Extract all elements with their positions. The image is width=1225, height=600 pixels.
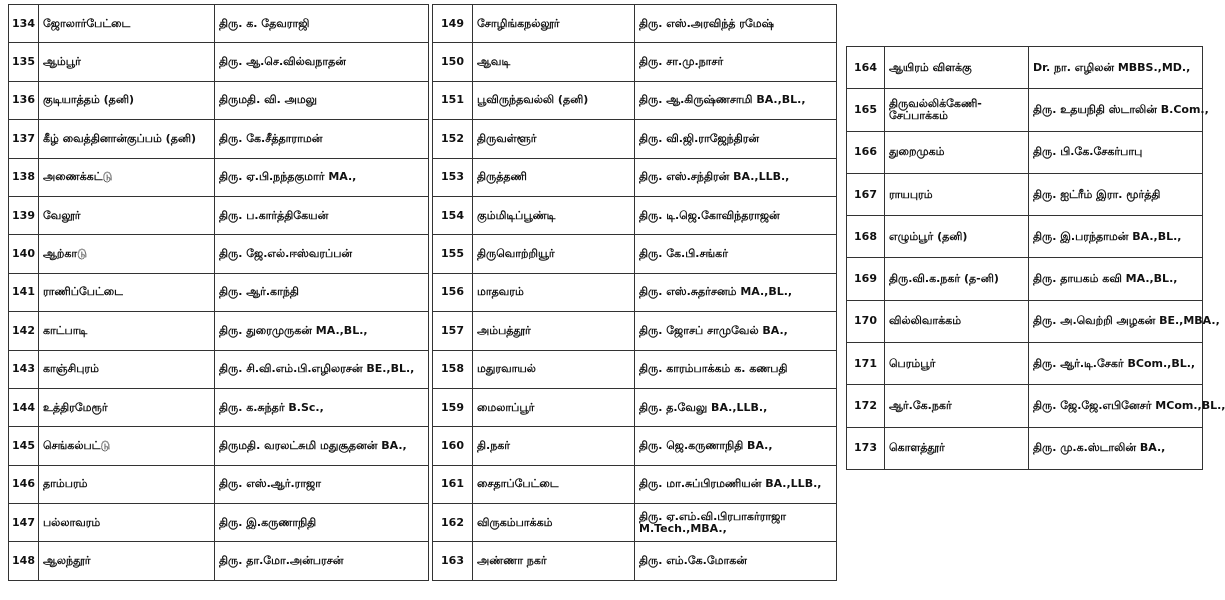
candidate-name: திரு. ஆ.கிருஷ்ணசாமி BA.,BL., — [635, 81, 837, 119]
constituency-number: 169 — [847, 258, 885, 300]
constituency-name: ஆவடி — [473, 43, 635, 81]
table-row — [9, 465, 429, 503]
constituency-number: 155 — [433, 235, 473, 273]
constituency-name: பூவிருந்தவல்லி (தனி) — [473, 81, 635, 119]
candidate-name: திரு. எம்.கே.மோகன் — [635, 542, 837, 580]
constituency-number: 150 — [433, 43, 473, 81]
constituency-name: கும்மிடிப்பூண்டி — [473, 196, 635, 234]
table-row — [9, 273, 429, 311]
table-row — [847, 258, 1203, 300]
candidate-name: திரு. எஸ்.சந்திரன் BA.,LLB., — [635, 158, 837, 196]
candidate-table-3 — [846, 46, 1225, 470]
candidate-name: திரு. சி.வி.எம்.பி.எழிலரசன் BE.,BL., — [215, 350, 429, 388]
candidate-name: திரு. ஆ.செ.வில்வநாதன் — [215, 43, 429, 81]
candidate-name: திரு. க.சுந்தர் B.Sc., — [215, 388, 429, 426]
constituency-number: 157 — [433, 312, 473, 350]
table-row — [433, 388, 837, 426]
constituency-number: 138 — [9, 158, 39, 196]
table-row — [9, 120, 429, 158]
candidate-name: திரு. வி.ஜி.ராஜேந்திரன் — [635, 120, 837, 158]
constituency-number: 156 — [433, 273, 473, 311]
table-row — [847, 216, 1203, 258]
table-row — [847, 47, 1203, 89]
constituency-number: 135 — [9, 43, 39, 81]
constituency-number: 161 — [433, 465, 473, 503]
constituency-name: ஆயிரம் விளக்கு — [885, 47, 1029, 89]
candidate-name: திருமதி. வரலட்சுமி மதுசூதனன் BA., — [215, 427, 429, 465]
constituency-number: 159 — [433, 388, 473, 426]
table-row — [433, 350, 837, 388]
constituency-name: தாம்பரம் — [39, 465, 215, 503]
constituency-number: 160 — [433, 427, 473, 465]
table-row — [847, 343, 1203, 385]
constituency-number: 163 — [433, 542, 473, 580]
table-row — [847, 89, 1203, 131]
candidate-table-1 — [8, 4, 429, 581]
table-row — [433, 504, 837, 542]
constituency-number: 146 — [9, 465, 39, 503]
constituency-number: 143 — [9, 350, 39, 388]
candidate-name: திரு. கே.பி.சங்கர் — [635, 235, 837, 273]
constituency-number: 171 — [847, 343, 885, 385]
table-row — [9, 427, 429, 465]
constituency-number: 144 — [9, 388, 39, 426]
candidate-name: திரு. ஜே.ஜே.எபினேசர் MCom.,BL., — [1029, 385, 1203, 427]
constituency-name: ஆம்பூர் — [39, 43, 215, 81]
constituency-name: மைலாப்பூர் — [473, 388, 635, 426]
constituency-name: வேலூர் — [39, 196, 215, 234]
candidate-name: திரு. ஜே.எல்.ஈஸ்வரப்பன் — [215, 235, 429, 273]
table-row — [9, 350, 429, 388]
constituency-name: குடியாத்தம் (தனி) — [39, 81, 215, 119]
constituency-number: 139 — [9, 196, 39, 234]
constituency-number: 162 — [433, 504, 473, 542]
candidate-name: திரு. ப.கார்த்திகேயன் — [215, 196, 429, 234]
table-row — [433, 312, 837, 350]
table-row — [433, 235, 837, 273]
candidate-name: திரு. எஸ்.அரவிந்த் ரமேஷ் — [635, 5, 837, 43]
candidate-name: திரு. ஜெ.கருணாநிதி BA., — [635, 427, 837, 465]
constituency-name: திருத்தணி — [473, 158, 635, 196]
constituency-name: துறைமுகம் — [885, 131, 1029, 173]
constituency-number: 154 — [433, 196, 473, 234]
table-row — [847, 173, 1203, 215]
candidate-name: திரு. சா.மு.நாசர் — [635, 43, 837, 81]
constituency-name: காஞ்சிபுரம் — [39, 350, 215, 388]
candidate-name: திரு. காரம்பாக்கம் க. கணபதி — [635, 350, 837, 388]
constituency-number: 153 — [433, 158, 473, 196]
candidate-name: திரு. எஸ்.ஆர்.ராஜா — [215, 465, 429, 503]
candidate-name: திரு. தாயகம் கவி MA.,BL., — [1029, 258, 1203, 300]
constituency-number: 134 — [9, 5, 39, 43]
constituency-name: பல்லாவரம் — [39, 504, 215, 542]
table-row — [9, 388, 429, 426]
candidate-name: திரு. க. தேவராஜி — [215, 5, 429, 43]
constituency-name: பெரம்பூர் — [885, 343, 1029, 385]
constituency-name: ராயபுரம் — [885, 173, 1029, 215]
candidate-name: திரு. துரைமுருகன் MA.,BL., — [215, 312, 429, 350]
constituency-number: 142 — [9, 312, 39, 350]
constituency-number: 173 — [847, 427, 885, 469]
candidate-name: Dr. நா. எழிலன் MBBS.,MD., — [1029, 47, 1203, 89]
candidate-name: திரு. ஆர்.டி.சேகர் BCom.,BL., — [1029, 343, 1203, 385]
constituency-name: விருகம்பாக்கம் — [473, 504, 635, 542]
table-row — [433, 81, 837, 119]
constituency-name: திருவள்ளூர் — [473, 120, 635, 158]
candidate-name: திரு. ஐட்ரீம் இரா. மூர்த்தி — [1029, 173, 1203, 215]
constituency-number: 151 — [433, 81, 473, 119]
constituency-name: காட்பாடி — [39, 312, 215, 350]
constituency-number: 148 — [9, 542, 39, 580]
constituency-name: திருவொற்றியூர் — [473, 235, 635, 273]
candidate-name: திரு. இ.பரந்தாமன் BA.,BL., — [1029, 216, 1203, 258]
constituency-name: கீழ் வைத்தினான்குப்பம் (தனி) — [39, 120, 215, 158]
constituency-number: 170 — [847, 300, 885, 342]
table-row — [847, 427, 1203, 469]
constituency-name: ஆற்காடு — [39, 235, 215, 273]
table-row — [433, 542, 837, 580]
constituency-number: 140 — [9, 235, 39, 273]
constituency-name: அம்பத்தூர் — [473, 312, 635, 350]
constituency-name: எழும்பூர் (தனி) — [885, 216, 1029, 258]
candidate-name: திரு. மா.சுப்பிரமணியன் BA.,LLB., — [635, 465, 837, 503]
constituency-name: மாதவரம் — [473, 273, 635, 311]
constituency-number: 158 — [433, 350, 473, 388]
table-row — [847, 300, 1203, 342]
constituency-number: 149 — [433, 5, 473, 43]
table-row — [433, 43, 837, 81]
constituency-name: வில்லிவாக்கம் — [885, 300, 1029, 342]
constituency-name: அணைக்கட்டு — [39, 158, 215, 196]
constituency-name: மதுரவாயல் — [473, 350, 635, 388]
table-row — [433, 465, 837, 503]
constituency-name: அண்ணா நகர் — [473, 542, 635, 580]
candidate-name: திரு. ஜோசப் சாமுவேல் BA., — [635, 312, 837, 350]
constituency-name: உத்திரமேரூர் — [39, 388, 215, 426]
candidate-name: திரு. எஸ்.சுதர்சனம் MA.,BL., — [635, 273, 837, 311]
table-row — [847, 385, 1203, 427]
table-row — [9, 542, 429, 580]
table-row — [9, 43, 429, 81]
constituency-number: 145 — [9, 427, 39, 465]
table-row — [433, 196, 837, 234]
candidate-name: திரு. ஆர்.காந்தி — [215, 273, 429, 311]
constituency-number: 168 — [847, 216, 885, 258]
table-row — [9, 235, 429, 273]
constituency-name: சோழிங்கநல்லூர் — [473, 5, 635, 43]
table-row — [433, 5, 837, 43]
table-row — [433, 427, 837, 465]
table-row — [9, 158, 429, 196]
constituency-number: 152 — [433, 120, 473, 158]
constituency-name: தி.நகர் — [473, 427, 635, 465]
candidate-name: திருமதி. வி. அமலு — [215, 81, 429, 119]
candidate-name: திரு. கே.சீத்தாராமன் — [215, 120, 429, 158]
table-row — [847, 131, 1203, 173]
table-row — [9, 196, 429, 234]
candidate-name: திரு. இ.கருணாநிதி — [215, 504, 429, 542]
table-row — [9, 504, 429, 542]
constituency-number: 172 — [847, 385, 885, 427]
table-row — [9, 5, 429, 43]
constituency-number: 165 — [847, 89, 885, 131]
candidate-name: திரு. தா.மோ.அன்பரசன் — [215, 542, 429, 580]
constituency-name: ஆர்.கே.நகர் — [885, 385, 1029, 427]
constituency-name: திருவல்லிக்கேணி-சேப்பாக்கம் — [885, 89, 1029, 131]
constituency-name: ஜோலார்பேட்டை — [39, 5, 215, 43]
constituency-number: 166 — [847, 131, 885, 173]
candidate-name: திரு. பி.கே.சேகர்பாபு — [1029, 131, 1203, 173]
table-row — [433, 158, 837, 196]
constituency-name: ஆலந்தூர் — [39, 542, 215, 580]
candidate-name: திரு. த.வேலு BA.,LLB., — [635, 388, 837, 426]
table-row — [433, 273, 837, 311]
constituency-name: செங்கல்பட்டு — [39, 427, 215, 465]
table-row — [433, 120, 837, 158]
candidate-name: திரு. டி.ஜெ.கோவிந்தராஜன் — [635, 196, 837, 234]
table-row — [9, 312, 429, 350]
constituency-name: திரு.வி.க.நகர் (த-னி) — [885, 258, 1029, 300]
constituency-name: சைதாப்பேட்டை — [473, 465, 635, 503]
constituency-number: 137 — [9, 120, 39, 158]
candidate-name: திரு. மு.க.ஸ்டாலின் BA., — [1029, 427, 1203, 469]
candidate-name: திரு. உதயநிதி ஸ்டாலின் B.Com., — [1029, 89, 1203, 131]
constituency-number: 167 — [847, 173, 885, 215]
candidate-name: திரு. அ.வெற்றி அழகன் BE.,MBA., — [1029, 300, 1203, 342]
constituency-number: 141 — [9, 273, 39, 311]
constituency-number: 147 — [9, 504, 39, 542]
table-row — [9, 81, 429, 119]
candidate-name: திரு. ஏ.எம்.வி.பிரபாகர்ராஜா M.Tech.,MBA., — [635, 504, 837, 542]
constituency-number: 136 — [9, 81, 39, 119]
constituency-name: கொளத்தூர் — [885, 427, 1029, 469]
candidate-name: திரு. ஏ.பி.நந்தகுமார் MA., — [215, 158, 429, 196]
constituency-name: ராணிப்பேட்டை — [39, 273, 215, 311]
candidate-table-2 — [432, 4, 837, 581]
constituency-number: 164 — [847, 47, 885, 89]
